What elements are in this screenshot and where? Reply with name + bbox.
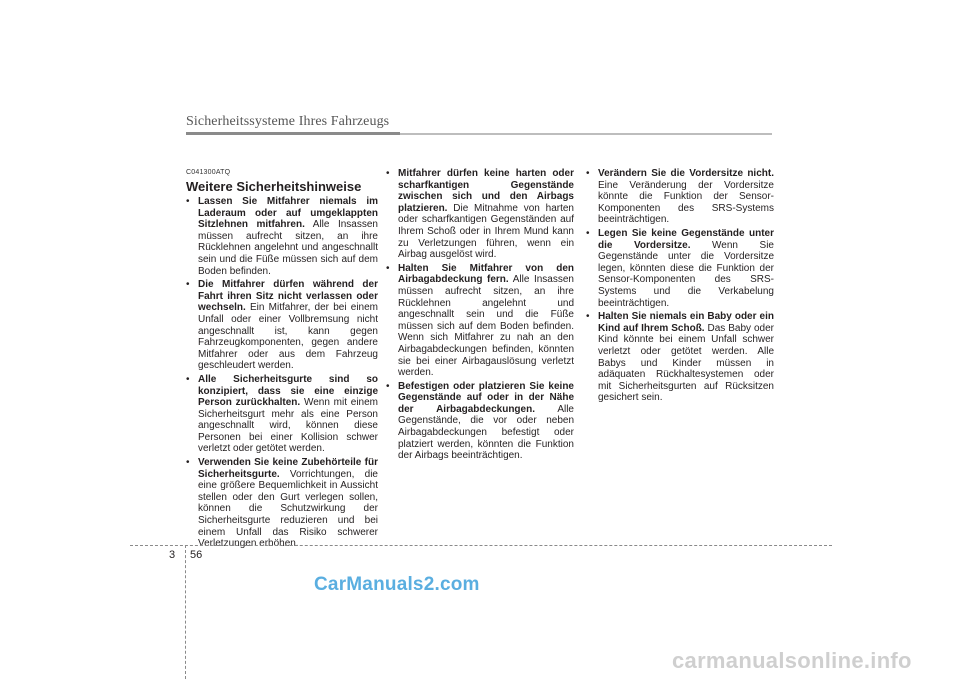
bullet-item	[586, 311, 774, 404]
bullet-item	[586, 168, 774, 226]
bullet-heading: Lassen Sie Mitfahrer niemals im Laderaum oder auf umgeklappten Sitzlehnen mitfahren.	[198, 196, 378, 231]
chapter-number: 3	[169, 549, 176, 561]
bullet-text: Alle Insassen müssen aufrecht sitzen, an ihre Rücklehnen angelehnt und angeschnallt sein und die Füße müssen sich auf dem Boden befinden. Wenn sich Mitfahrer zu nah an den Airbagabdeckungen befinden, könnten sie bei einer Airbagauslösung verletzt werden.	[398, 274, 574, 379]
bullet-icon: •	[586, 227, 590, 239]
text-column-2	[386, 168, 574, 464]
bullet-text: Wenn mit einem Sicherheitsgurt mehr als eine Person angeschnallt wird, können diese Personen bei einer Kollision schwer verletzt oder getötet werden.	[198, 397, 379, 455]
bullet-heading: Befestigen oder platzieren Sie keine Gegenstände auf oder in der Nähe der Airbagabdeckungen.	[398, 380, 574, 415]
bullet-item	[586, 228, 774, 309]
page-number: 56	[190, 549, 203, 561]
bullet-heading: Mitfahrer dürfen keine harten oder scharfkantigen Gegenstände zwischen sich und den Airbags platzieren.	[398, 168, 574, 214]
bullet-text: Die Mitnahme von harten oder scharfkantigen Gegenständen auf Ihrem Schoß oder in Ihrem Mund kann zu Verletzungen führen, wenn ein Airbag ausgelöst wird.	[398, 202, 574, 261]
page-header-title: Sicherheitssysteme Ihres Fahrzeugs	[186, 114, 390, 129]
bullet-text: Alle Insassen müssen aufrecht sitzen, an ihre Rücklehnen angelehnt und angeschnallt sein und die Füße müssen sich auf dem Boden befinden.	[198, 219, 378, 277]
bullet-heading: Legen Sie keine Gegenstände unter die Vordersitze.	[598, 227, 774, 251]
section-code: C041300ATQ	[186, 169, 231, 176]
bullet-heading: Halten Sie niemals ein Baby oder ein Kind auf Ihrem Schoß.	[598, 311, 774, 334]
text-column-3	[586, 168, 774, 406]
bullet-text: Eine Veränderung der Vordersitze könnte die Funktion der Sensor-Komponenten des SRS-Systems beeinträchtigen.	[598, 179, 774, 226]
bullet-heading: Die Mitfahrer dürfen während der Fahrt ihren Sitz nicht verlassen oder wechseln.	[198, 279, 378, 314]
bullet-icon: •	[586, 311, 590, 323]
bullet-icon: •	[386, 262, 390, 274]
footer-rule	[130, 545, 832, 546]
bullet-item	[186, 457, 378, 550]
bullet-icon: •	[186, 196, 190, 207]
section-title: Weitere Sicherheitshinweise	[186, 179, 362, 194]
bullet-icon: •	[186, 279, 190, 291]
bullet-icon: •	[386, 380, 390, 392]
footer-divider	[185, 545, 186, 679]
bullet-icon: •	[386, 168, 390, 179]
bullet-text: Alle Gegenstände, die vor oder neben Airbagabdeckungen befestigt oder platziert werden, könnten die Funktion der Airbags beeinträchtigen.	[398, 403, 574, 462]
bullet-icon: •	[586, 168, 590, 179]
header-rule	[186, 132, 400, 135]
text-column-1	[186, 168, 378, 552]
bullet-heading: Verwenden Sie keine Zubehörteile für Sicherheitsgurte.	[198, 457, 378, 480]
bullet-item	[386, 168, 574, 261]
bullet-list-2	[386, 168, 574, 462]
carmanuals-watermark[interactable]: CarManuals2.com	[314, 574, 480, 595]
bullet-item	[186, 374, 378, 455]
header-rule-extension	[400, 133, 772, 135]
bullet-heading: Verändern Sie die Vordersitze nicht.	[598, 168, 774, 179]
carmanualsonline-watermark[interactable]: carmanualsonline.info	[672, 648, 912, 673]
bullet-text: Vorrichtungen, die eine größere Bequemlichkeit in Aussicht stellen oder den Gurt verlegen sollen, können die Schutzwirkung der Sicherheitsgurte reduzieren und bei einem Unfall das Risiko schwerer Verletzungen erhöhen.	[198, 468, 378, 550]
bullet-heading: Halten Sie Mitfahrer von den Airbagabdeckung fern.	[398, 262, 574, 286]
bullet-item	[386, 263, 574, 379]
bullet-list-1	[186, 196, 378, 550]
bullet-item	[186, 279, 378, 372]
bullet-heading: Alle Sicherheitsgurte sind so konzipiert, dass sie eine einzige Person zurückhalten.	[198, 373, 378, 409]
bullet-item	[386, 381, 574, 462]
bullet-text: Ein Mitfahrer, der bei einem Unfall oder einer Vollbremsung nicht angeschnallt ist, kann gegen Fahrzeugkomponenten, gegen andere Mitfahrer oder aus dem Fahrzeug geschleudert werden.	[198, 302, 378, 372]
bullet-item	[186, 196, 378, 277]
bullet-text: Das Baby oder Kind könnte bei einem Unfall schwer verletzt oder getötet werden. Alle Babys und Kinder müssen in adäquaten Rückhaltesystemen oder mit Sicherheitsgurten auf Rücksitzen gesichert sein.	[598, 322, 774, 404]
bullet-icon: •	[186, 373, 190, 385]
bullet-text: Wenn Sie Gegenstände unter die Vordersitze legen, könnten diese die Funktion der Sensor-Komponenten des SRS-Systems und die Verkabelung beeinträchtigen.	[598, 239, 774, 309]
bullet-icon: •	[186, 457, 190, 469]
bullet-list-3	[586, 168, 774, 404]
